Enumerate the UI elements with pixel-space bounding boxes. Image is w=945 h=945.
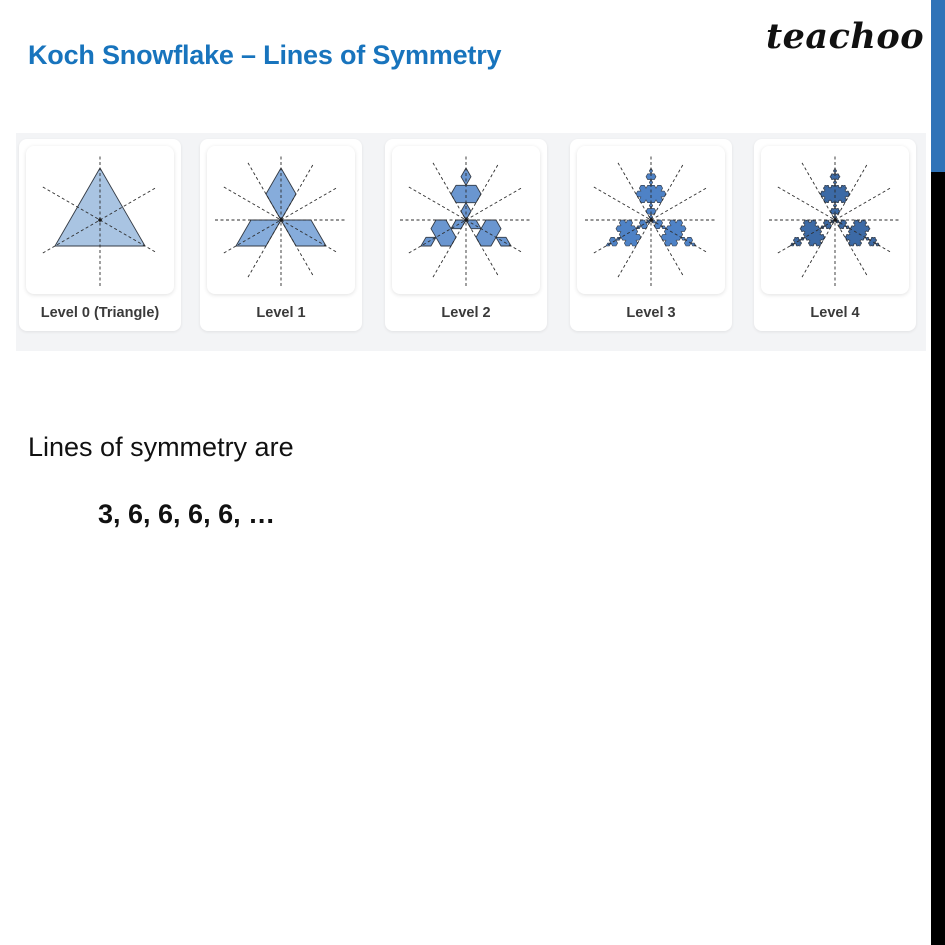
level-label: Level 3 (626, 305, 676, 321)
sidebar-accent (931, 0, 945, 172)
koch-figure (577, 146, 725, 294)
level-figure-2 (392, 146, 540, 294)
center-point (464, 218, 468, 222)
center-point (649, 218, 653, 222)
level-card-4 (754, 139, 916, 331)
symmetry-statement: Lines of symmetry are (28, 432, 294, 462)
right-sidebar-bar (931, 0, 945, 945)
koch-figure (26, 146, 174, 294)
brand-logo: teachoo (766, 16, 925, 57)
level-figure-3 (577, 146, 725, 294)
center-point (833, 218, 837, 222)
center-point (98, 218, 102, 222)
snowflake-levels-strip (16, 133, 926, 351)
level-card-3 (570, 139, 732, 331)
koch-figure (207, 146, 355, 294)
level-label: Level 4 (810, 305, 860, 321)
level-card-0 (19, 139, 181, 331)
level-figure-4 (761, 146, 909, 294)
level-label: Level 0 (Triangle) (40, 305, 160, 321)
level-label: Level 1 (256, 305, 306, 321)
level-figure-0 (26, 146, 174, 294)
level-card-1 (200, 139, 362, 331)
koch-figure (392, 146, 540, 294)
level-card-2 (385, 139, 547, 331)
level-figure-1 (207, 146, 355, 294)
koch-figure (761, 146, 909, 294)
center-point (279, 218, 283, 222)
level-label: Level 2 (441, 305, 491, 321)
symmetry-answer: 3, 6, 6, 6, 6, … (98, 499, 276, 529)
page-title: Koch Snowflake – Lines of Symmetry (28, 40, 502, 70)
